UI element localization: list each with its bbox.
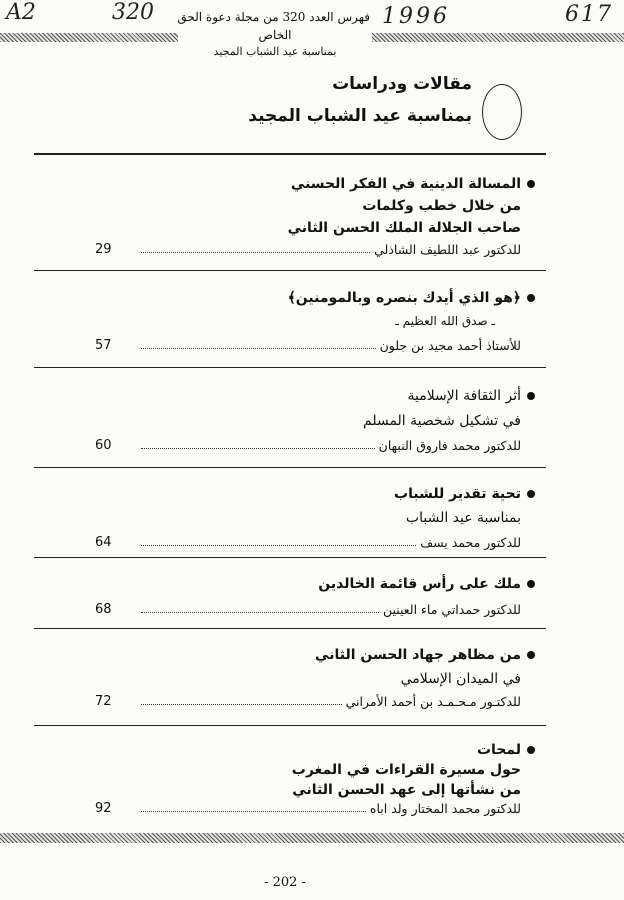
toc-entry [95,290,535,353]
page-number: - 202 - [264,875,306,890]
entry-page-number: 29 [95,242,112,257]
leader-dots [141,612,379,613]
entry-page-number: 68 [95,602,112,617]
entry-author: للدكتور محمد فاروق النبهان [378,438,521,453]
header-hatch-right [372,33,624,42]
toc-entry [95,176,535,257]
divider [34,628,546,629]
bullet-icon [527,392,535,400]
divider [34,557,546,558]
entry-author-row [95,338,521,353]
entry-line: من نشأتها إلى عهد الحسن الثاني [292,782,521,798]
section-oval-mark [482,84,522,140]
toc-entry [95,388,535,453]
entry-author: للدكتور محمد المختار ولد اباه [369,801,521,816]
entry-title: ملك على رأس قائمة الخالدين [95,576,535,592]
header-hatch-left [0,33,178,42]
bullet-icon [527,294,535,302]
toc-entry [95,742,535,816]
section-title-line-2: بمناسبة عيد الشباب المجيد [248,106,472,126]
entry-line: في تشكيل شخصية المسلم [363,413,521,429]
bullet-icon [527,490,535,498]
entry-page-number: 64 [95,535,112,550]
handwritten-page-ref: 617 [565,2,613,27]
section-title [200,74,472,126]
bullet-icon [527,180,535,188]
entry-author-row [95,535,521,550]
toc-entry [95,486,535,550]
entry-title: تحية تقدير للشباب [95,486,535,502]
entry-page-number: 57 [95,338,112,353]
entry-author-row [95,242,521,257]
entry-author-row [95,694,521,709]
bullet-icon [527,580,535,588]
entry-line: ـ صدق الله العظيم ـ [395,314,495,328]
entry-title: المسالة الدينية في الفكر الحسني [95,176,535,192]
entry-line: من خلال خطب وكلمات [362,198,521,214]
toc-entry [95,647,535,709]
leader-dots [141,448,375,449]
entry-line: بمناسبة عيد الشباب [405,510,521,526]
handwritten-year: 1996 [382,4,450,29]
entry-line: حول مسيرة القراءات في المغرب [291,762,521,778]
entry-author: للدكتـور مـحـمـد بن أحمد الأمراني [345,694,521,709]
toc-entry [95,576,535,617]
leader-dots [141,811,366,812]
divider [34,725,546,726]
entry-author-row [95,801,521,816]
footer-hatch [0,833,624,843]
header-caption [177,10,370,58]
divider [34,153,546,155]
entry-author: للدكتور محمد يسف [420,535,521,550]
divider [34,270,546,271]
entry-author-row [95,438,521,453]
bullet-icon [527,746,535,754]
handwritten-issue-number: 320 [112,0,154,25]
divider [34,467,546,468]
entry-page-number: 60 [95,438,112,453]
handwritten-code: A2 [6,0,36,25]
entry-line: صاحب الجلالة الملك الحسن الثاني [287,220,521,236]
entry-title: أثر الثقافة الإسلامية [95,388,535,404]
entry-author: للأستاذ أحمد مجيد بن جلون [379,338,521,353]
caption-line-3: بمناسبة عيد الشباب المجيد [213,45,337,58]
entry-author: للدكتور عبد اللطيف الشاذلي [374,242,521,257]
entry-page-number: 92 [95,801,112,816]
bullet-icon [527,651,535,659]
entry-author-row [95,602,521,617]
entry-page-number: 72 [95,694,112,709]
leader-dots [141,704,342,705]
leader-dots [141,252,370,253]
entry-title: لمحات [95,742,535,758]
leader-dots [141,545,416,546]
entry-author: للدكتور حمداتي ماء العينين [382,602,521,617]
entry-title: ﴿هو الذي أيدك بنصره وبالمومنين﴾ [95,290,535,306]
entry-line: في الميدان الإسلامي [400,671,521,687]
leader-dots [141,348,376,349]
caption-line-2: الخاص [258,28,292,42]
section-title-line-1: مقالات ودراسات [332,74,472,94]
entry-title: من مظاهر جهاد الحسن الثاني [95,647,535,663]
caption-line-1: فهرس العدد 320 من مجلة دعوة الحق [177,10,370,24]
divider [34,367,546,368]
